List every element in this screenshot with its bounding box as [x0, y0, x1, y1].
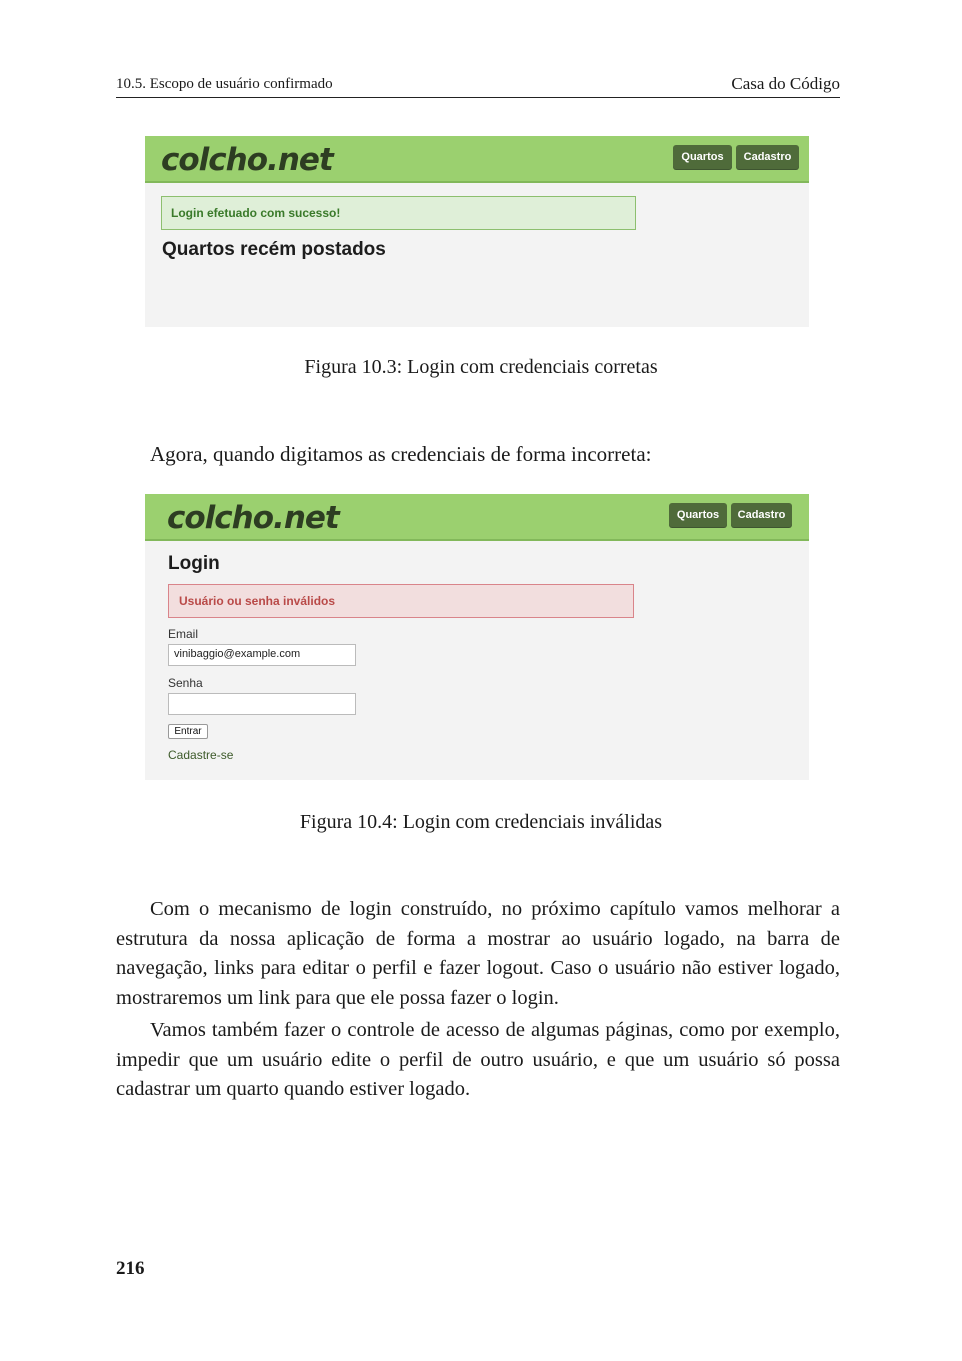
navbar	[145, 494, 809, 541]
page-heading: Login	[168, 553, 220, 574]
email-label: Email	[168, 627, 199, 641]
site-logo[interactable]: colcho.net	[167, 500, 339, 536]
body-paragraph: Com o mecanismo de login construído, no próximo capítulo vamos melhorar a estrutura da nossa aplicação de forma a mostrar ao usuário logado, na barra de navegação, links para editar o perfil e fazer logout. Caso o usuário não estiver logado, mostraremos um link para que ele possa fazer o login.	[116, 898, 840, 1009]
submit-button[interactable]: Entrar	[168, 724, 208, 739]
figure-caption: Figura 10.3: Login com credenciais corretas	[304, 356, 658, 378]
nav-cadastro-button[interactable]: Cadastro	[731, 503, 792, 527]
section-title: 10.5. Escopo de usuário confirmado	[116, 76, 333, 92]
figure-caption: Figura 10.4: Login com credenciais inválidas	[299, 811, 663, 833]
page-heading: Quartos recém postados	[162, 239, 386, 260]
screenshot-login-success	[145, 136, 809, 327]
nav-cadastro-button[interactable]: Cadastro	[736, 145, 799, 169]
page-number: 216	[116, 1258, 145, 1279]
password-field[interactable]	[168, 693, 356, 715]
success-alert: Login efetuado com sucesso!	[161, 196, 636, 230]
body-paragraph: Vamos também fazer o controle de acesso de algumas páginas, como por exemplo, impedir que um usuário edite o perfil de outro usuário, e que um usuário só possa cadastrar um quarto quando estiver logado.	[116, 1019, 840, 1100]
password-label: Senha	[168, 676, 203, 690]
running-header	[116, 74, 840, 98]
screenshot-login-failure	[145, 494, 809, 780]
navbar	[145, 136, 809, 183]
signup-link[interactable]: Cadastre-se	[168, 748, 234, 762]
email-field[interactable]: vinibaggio@example.com	[168, 644, 356, 666]
intro-sentence: Agora, quando digitamos as credenciais de forma incorreta:	[150, 442, 652, 466]
book-title: Casa do Código	[731, 74, 840, 93]
nav-quartos-button[interactable]: Quartos	[673, 145, 732, 169]
error-alert: Usuário ou senha inválidos	[168, 584, 634, 618]
site-logo[interactable]: colcho.net	[161, 142, 333, 178]
nav-quartos-button[interactable]: Quartos	[669, 503, 727, 527]
